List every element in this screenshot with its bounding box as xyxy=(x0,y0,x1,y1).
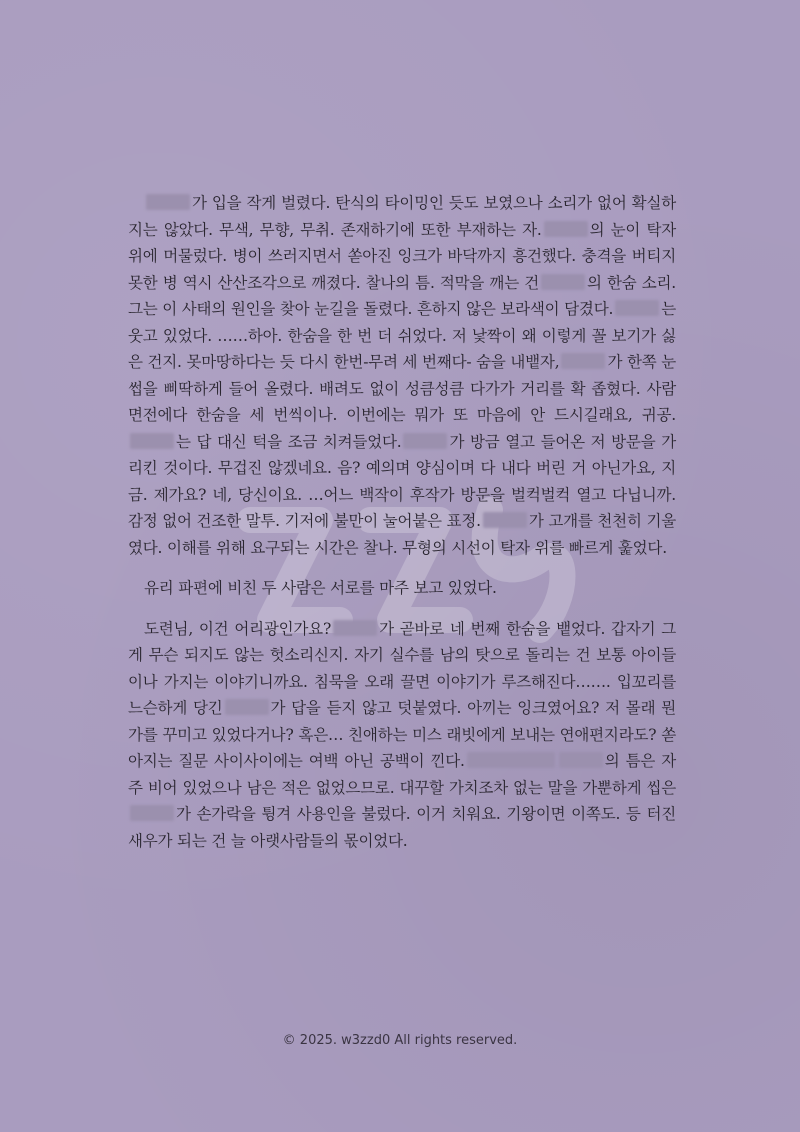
redacted-name xyxy=(333,620,377,636)
redacted-name xyxy=(146,194,190,210)
text-segment: 가 답을 듣지 않고 덧붙였다. 아끼는 잉크였어요? 저 몰래 뭔가를 꾸미고 있었다거나? 혹은… 친애하는 미스 래빗에게 보내는 연애편지라도? 쏟아지는 질문 사이사이에는 여백 아닌 공백이 낀다. xyxy=(128,699,676,770)
redacted-name xyxy=(130,805,174,821)
redacted-name xyxy=(541,274,585,290)
text-segment: 는 답 대신 턱을 조금 치켜들었다. xyxy=(176,432,402,451)
text-segment: 가 방금 열고 들어온 저 방문을 가리킨 것이다. 무겁진 않겠네요. 음? 예의며 양심이며 다 내다 버린 거 아닌가요, 지금. 제가요? 네, 당신이요. …어느 백작이 후작가 방문을 벌컥벌컥 열고 다닙니까. 감정 없어 건조한 말투. 기저에 불만이 눌어붙은 표정. xyxy=(128,432,676,530)
text-segment: 가 곧바로 네 번째 한숨을 뱉었다. 갑자기 그게 무슨 되지도 않는 헛소리신지. 자기 실수를 남의 탓으로 돌리는 건 보통 아이들이나 가지는 이야기니까요. 침묵을 오래 끌면 이야기가 루즈해진다……. 입꼬리를 느슨하게 당긴 xyxy=(128,619,676,717)
paragraph xyxy=(128,616,676,855)
text-segment: 가 고개를 천천히 기울였다. 이해를 위해 요구되는 시간은 찰나. 무형의 시선이 탁자 위를 빠르게 훑었다. xyxy=(128,512,677,557)
text-segment: 의 틈은 자주 비어 있었으나 남은 적은 없었으므로. 대꾸할 가치조차 없는 말을 가뿐하게 씹은 xyxy=(128,752,676,797)
redacted-name xyxy=(225,699,269,715)
paragraph xyxy=(128,575,676,602)
text-segment: 도련님, 이건 어리광인가요? xyxy=(144,619,332,638)
story-text xyxy=(128,190,676,868)
redacted-name xyxy=(483,512,527,528)
text-segment: 가 손가락을 튕겨 사용인을 불렀다. 이거 치워요. 기왕이면 이쪽도. 등 터진 새우가 되는 건 늘 아랫사람들의 몫이었다. xyxy=(128,805,676,850)
text-segment: 유리 파편에 비친 두 사람은 서로를 마주 보고 있었다. xyxy=(144,579,497,597)
text-segment: 의 한숨 소리. 그는 이 사태의 원인을 찾아 눈길을 돌렸다. 흔하지 않은 보라색이 담겼다. xyxy=(128,273,676,318)
text-segment: 가 입을 작게 벌렸다. 탄식의 타이밍인 듯도 보였으나 소리가 없어 확실하지는 않았다. 무색, 무향, 무취. 존재하기에 또한 부재하는 자. xyxy=(128,194,676,239)
redacted-name xyxy=(130,433,174,449)
copyright-footer: © 2025. w3zzd0 All rights reserved. xyxy=(282,1033,518,1048)
paragraph xyxy=(128,190,676,561)
text-segment: 의 눈이 탁자 위에 머물렀다. 병이 쓰러지면서 쏟아진 잉크가 바닥까지 흥건했다. 충격을 버티지 못한 병 역시 산산조각으로 깨졌다. 찰나의 틈. 적막을 깨는 건 xyxy=(128,220,677,292)
redacted-name xyxy=(615,300,659,316)
text-segment: 는 웃고 있었다. ……하아. 한숨을 한 번 더 쉬었다. 저 낯짝이 왜 이렇게 꼴 보기가 싫은 건지. 못마땅하다는 듯 다시 한번-무려 세 번째다- 숨을 내뱉자, xyxy=(128,300,676,371)
redacted-name xyxy=(467,752,555,768)
redacted-name xyxy=(561,353,605,369)
redacted-name xyxy=(559,752,603,768)
text-segment: 가 한쪽 눈썹을 삐딱하게 들어 올렸다. 배려도 없이 성큼성큼 다가가 거리를 확 좁혔다. 사람 면전에다 한숨을 세 번씩이나. 이번에는 뭐가 또 마음에 안 드시길래요, 귀공. xyxy=(128,353,676,424)
redacted-name xyxy=(544,221,588,237)
redacted-name xyxy=(403,433,447,449)
